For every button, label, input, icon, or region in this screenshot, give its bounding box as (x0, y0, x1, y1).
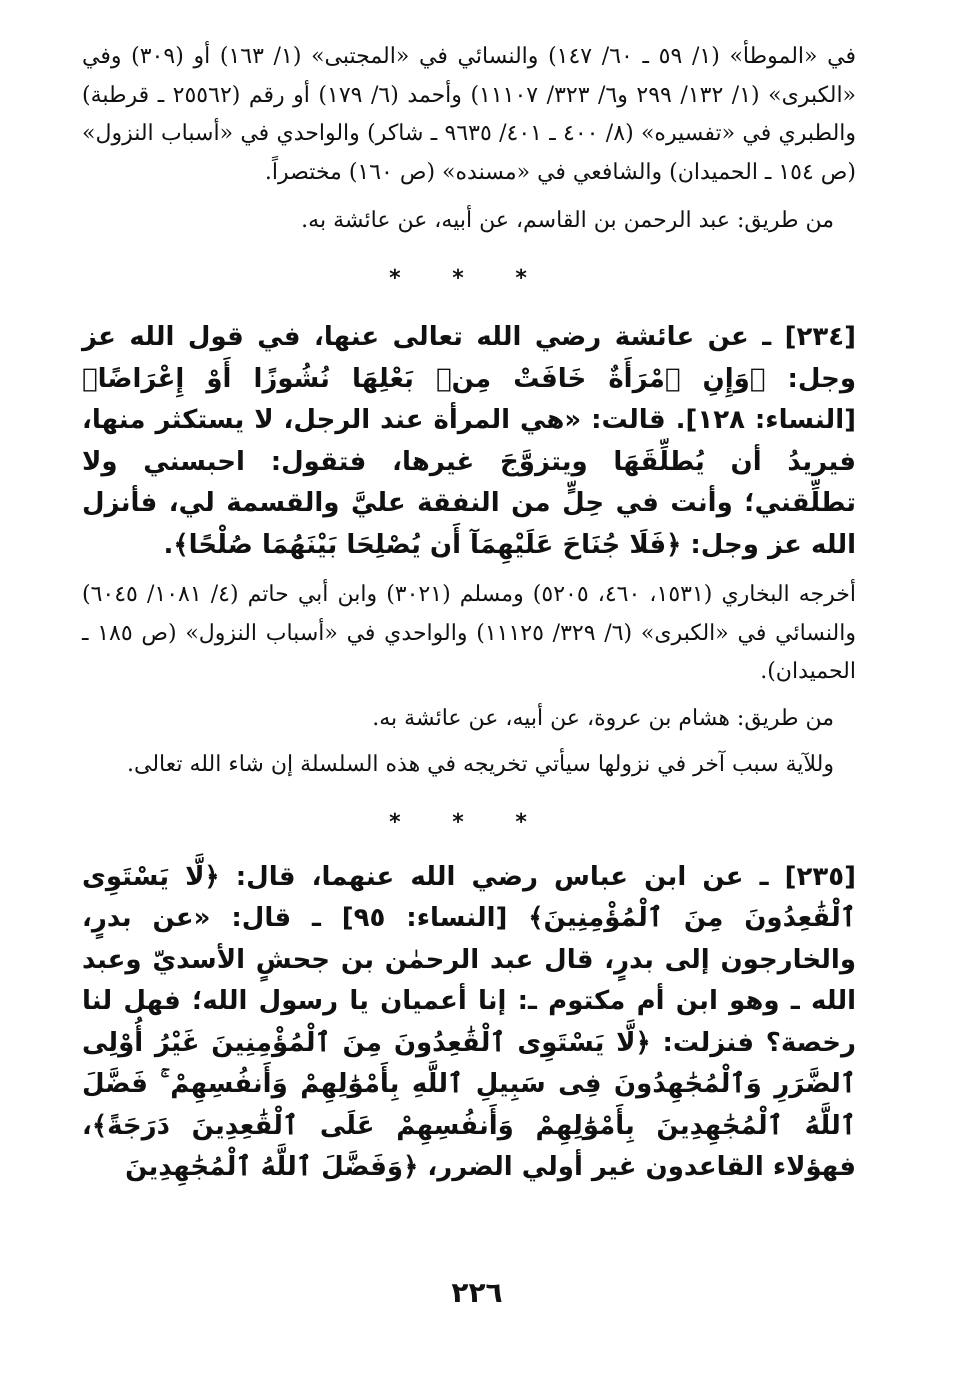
isnad-line-234: من طريق: هشام بن عروة، عن أبيه، عن عائشة به. (372, 705, 834, 731)
takhrij-paragraph-234: أخرجه البخاري (١٥٣١، ٤٦٠، ٥٢٠٥) ومسلم (٣٠٢١) وابن أبي حاتم (٤/ ١٠٨١/ ٦٠٤٥) والنسائي في «الكبرى» (٦/ ٣٢٩/ ١١١٢٥) والواحدي في «أسباب النزول» (ص ١٨٥ ـ الحميدان). (82, 582, 857, 684)
hadith-234: [٢٣٤] ـ عن عائشة رضي الله تعالى عنها، في قول الله عز وجل: ﴿وَإِنِ ٱمْرَأَةٌ خَافَتْ مِنۢ بَعْلِهَا نُشُوزًا أَوْ إِعْرَاضًا﴾ [النساء: ١٢٨]. قالت: «هي المرأة عند الرجل، لا يستكثر منها، فيريدُ أن يُطلِّقَهَا ويتزوَّجَ غيرها، فتقول: احبسني ولا تطلِّقني؛ وأنت في حِلٍّ من النفقة عليَّ والقسمة لي، فأنزل الله عز وجل: ﴿فَلَا جُنَاحَ عَلَيْهِمَآ أَن يُصْلِحَا بَيْنَهُمَا صُلْحًا﴾. (82, 322, 856, 560)
takhrij-paragraph-233: في «الموطأ» (١/ ٥٩ ـ ٦٠/ ١٤٧) والنسائي في «المجتبى» (١/ ١٦٣) أو (٣٠٩) وفي «الكبرى» (١/ ١٣٢/ ٢٩٩ و٦/ ٣٢٣/ ١١١٠٧) وأحمد (٦/ ١٧٩) أو رقم (٢٥٥٦٢ ـ قرطبة) والطبري في «تفسيره» (٨/ ٤٠٠ ـ ٤٠١/ ٩٦٣٥ ـ شاكر) والواحدي في «أسباب النزول» (ص ١٥٤ ـ الحميدان) والشافعي في «مسنده» (ص ١٦٠) مختصراً. (82, 44, 857, 185)
hadith-235: [٢٣٥] ـ عن ابن عباس رضي الله عنهما، قال: ﴿لَّا يَسْتَوِى ٱلْقَٰعِدُونَ مِنَ ٱلْمُؤْمِنِينَ﴾ [النساء: ٩٥] ـ قال: «عن بدرٍ، والخارجون إلى بدرٍ، قال عبد الرحمٰن بن جحشٍ الأسديّ وعبد الله ـ وهو ابن أم مكتوم ـ: إنا أعميان يا رسول الله؛ فهل لنا رخصة؟ فنزلت: ﴿لَّا يَسْتَوِى ٱلْقَٰعِدُونَ مِنَ ٱلْمُؤْمِنِينَ غَيْرُ أُوْلِى ٱلضَّرَرِ وَٱلْمُجَٰهِدُونَ فِى سَبِيلِ ٱللَّهِ بِأَمْوَٰلِهِمْ وَأَنفُسِهِمْ ۚ فَضَّلَ ٱللَّهُ ٱلْمُجَٰهِدِينَ بِأَمْوَٰلِهِمْ وَأَنفُسِهِمْ عَلَى ٱلْقَٰعِدِينَ دَرَجَةً﴾، فهؤلاء القاعدون غير أولي الضرر، ﴿وَفَضَّلَ ٱللَّهُ ٱلْمُجَٰهِدِينَ (82, 861, 856, 1182)
note-other-cause: وللآية سبب آخر في نزولها سيأتي تخريجه في هذه السلسلة إن شاء الله تعالى. (127, 751, 834, 777)
page-number: ٢٢٦ (451, 1276, 503, 1309)
isnad-line-233: من طريق: عبد الرحمن بن القاسم، عن أبيه، عن عائشة به. (301, 208, 834, 233)
section-separator-stars: * * * (389, 266, 549, 291)
section-separator-stars: * * * (389, 809, 549, 835)
